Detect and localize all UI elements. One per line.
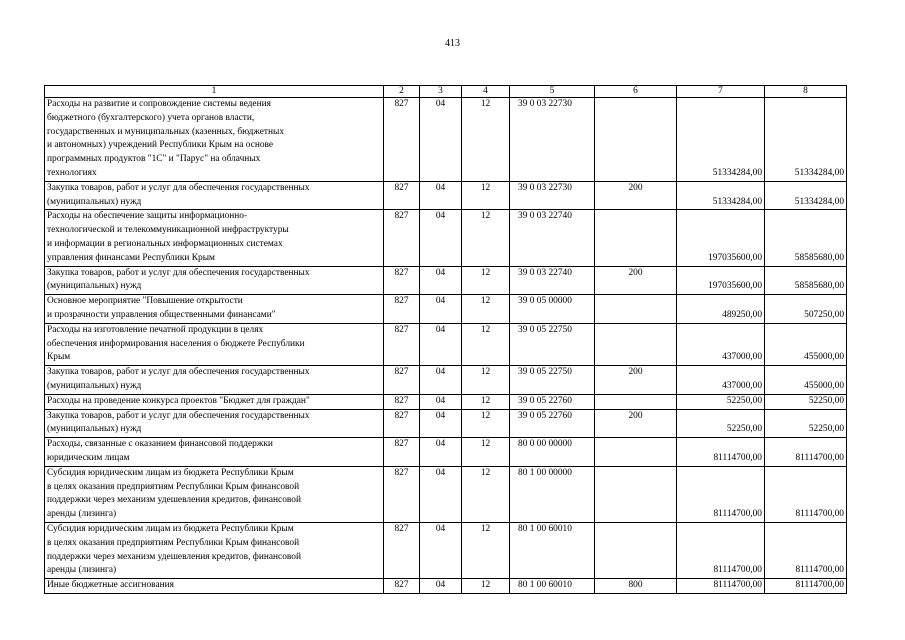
row-description: Основное мероприятие "Повышение открытости и прозрачности управления общественными финансами"	[45, 295, 384, 324]
row-description: Расходы на развитие и сопровождение системы ведения бюджетного (бухгалтерского) учета органов власти, государственных и муниципальных (казенных, бюджетных и автономных) учреждений Республики Крым на основе программных продуктов "1С" и "Парус" на облачных технологиях	[45, 98, 384, 182]
amount-year-1: 437000,00	[677, 366, 765, 395]
row-description: Закупка товаров, работ и услуг для обеспечения государственных (муниципальных) нужд	[45, 181, 384, 210]
row-description: Субсидия юридическим лицам из бюджета Республики Крым в целях оказания предприятиям Республики Крым финансовой поддержки через механизм удешевления кредитов, финансовой аренды (лизинга)	[45, 466, 384, 522]
row-description: Расходы на обеспечение защиты информационно- технологической и телекоммуникационной инфраструктуры и информации в региональных информационных системах управления финансами Республики Крым	[45, 210, 384, 266]
amount-year-2: 52250,00	[765, 409, 847, 438]
subsection-code: 12	[462, 323, 510, 365]
target-article-code: 80 1 00 00000	[510, 466, 595, 522]
subsection-code: 12	[462, 210, 510, 266]
section-code: 04	[420, 210, 462, 266]
amount-year-2: 58585680,00	[765, 210, 847, 266]
gov-code: 827	[384, 366, 420, 395]
gov-code: 827	[384, 409, 420, 438]
header-cell: 5	[510, 86, 595, 98]
section-code: 04	[420, 98, 462, 182]
row-description: Расходы на проведение конкурса проектов "Бюджет для граждан"	[45, 394, 384, 409]
gov-code: 827	[384, 295, 420, 324]
table-row	[45, 366, 847, 395]
header-cell: 8	[765, 86, 847, 98]
row-description: Субсидия юридическим лицам из бюджета Республики Крым в целях оказания предприятиям Республики Крым финансовой поддержки через механизм удешевления кредитов, финансовой аренды (лизинга)	[45, 522, 384, 578]
amount-year-2: 52250,00	[765, 394, 847, 409]
amount-year-1: 51334284,00	[677, 98, 765, 182]
target-article-code: 39 0 05 22760	[510, 394, 595, 409]
amount-year-1: 197035600,00	[677, 266, 765, 295]
amount-year-1: 52250,00	[677, 409, 765, 438]
target-article-code: 39 0 05 22750	[510, 366, 595, 395]
amount-year-1: 81114700,00	[677, 466, 765, 522]
amount-year-2: 81114700,00	[765, 466, 847, 522]
subsection-code: 12	[462, 438, 510, 467]
amount-year-2: 58585680,00	[765, 266, 847, 295]
gov-code: 827	[384, 394, 420, 409]
amount-year-1: 437000,00	[677, 323, 765, 365]
table-row	[45, 295, 847, 324]
table-row	[45, 98, 847, 182]
row-description: Иные бюджетные ассигнования	[45, 579, 384, 594]
table-row	[45, 210, 847, 266]
header-cell: 3	[420, 86, 462, 98]
table-row	[45, 323, 847, 365]
section-code: 04	[420, 295, 462, 324]
expense-type-code	[595, 210, 677, 266]
target-article-code: 80 1 00 60010	[510, 579, 595, 594]
table-row	[45, 438, 847, 467]
target-article-code: 39 0 03 22730	[510, 98, 595, 182]
expense-type-code: 200	[595, 409, 677, 438]
gov-code: 827	[384, 323, 420, 365]
amount-year-2: 455000,00	[765, 366, 847, 395]
section-code: 04	[420, 522, 462, 578]
budget-table	[44, 85, 847, 594]
amount-year-1: 197035600,00	[677, 210, 765, 266]
expense-type-code: 200	[595, 266, 677, 295]
target-article-code: 39 0 03 22730	[510, 181, 595, 210]
row-description: Закупка товаров, работ и услуг для обеспечения государственных (муниципальных) нужд	[45, 409, 384, 438]
expense-type-code	[595, 522, 677, 578]
amount-year-1: 81114700,00	[677, 579, 765, 594]
target-article-code: 80 0 00 00000	[510, 438, 595, 467]
amount-year-2: 51334284,00	[765, 98, 847, 182]
gov-code: 827	[384, 438, 420, 467]
gov-code: 827	[384, 579, 420, 594]
table-row	[45, 522, 847, 578]
amount-year-2: 507250,00	[765, 295, 847, 324]
table-row	[45, 466, 847, 522]
table-row	[45, 394, 847, 409]
section-code: 04	[420, 438, 462, 467]
header-cell: 4	[462, 86, 510, 98]
subsection-code: 12	[462, 181, 510, 210]
expense-type-code	[595, 98, 677, 182]
section-code: 04	[420, 579, 462, 594]
amount-year-1: 81114700,00	[677, 522, 765, 578]
row-description: Закупка товаров, работ и услуг для обеспечения государственных (муниципальных) нужд	[45, 366, 384, 395]
subsection-code: 12	[462, 522, 510, 578]
table-header-row	[45, 86, 847, 98]
expense-type-code	[595, 323, 677, 365]
expense-type-code: 200	[595, 366, 677, 395]
subsection-code: 12	[462, 394, 510, 409]
amount-year-1: 52250,00	[677, 394, 765, 409]
gov-code: 827	[384, 210, 420, 266]
header-cell: 2	[384, 86, 420, 98]
amount-year-2: 455000,00	[765, 323, 847, 365]
target-article-code: 80 1 00 60010	[510, 522, 595, 578]
subsection-code: 12	[462, 409, 510, 438]
table-row	[45, 579, 847, 594]
subsection-code: 12	[462, 266, 510, 295]
section-code: 04	[420, 323, 462, 365]
section-code: 04	[420, 181, 462, 210]
expense-type-code	[595, 295, 677, 324]
table-row	[45, 181, 847, 210]
row-description: Расходы, связанные с оказанием финансовой поддержки юридическим лицам	[45, 438, 384, 467]
row-description: Расходы на изготовление печатной продукции в целях обеспечения информирования населения о бюджете Республики Крым	[45, 323, 384, 365]
expense-type-code: 800	[595, 579, 677, 594]
amount-year-2: 81114700,00	[765, 579, 847, 594]
amount-year-1: 81114700,00	[677, 438, 765, 467]
section-code: 04	[420, 409, 462, 438]
gov-code: 827	[384, 522, 420, 578]
subsection-code: 12	[462, 579, 510, 594]
expense-type-code	[595, 466, 677, 522]
subsection-code: 12	[462, 295, 510, 324]
target-article-code: 39 0 03 22740	[510, 210, 595, 266]
header-cell: 6	[595, 86, 677, 98]
gov-code: 827	[384, 181, 420, 210]
subsection-code: 12	[462, 98, 510, 182]
amount-year-2: 81114700,00	[765, 522, 847, 578]
subsection-code: 12	[462, 366, 510, 395]
target-article-code: 39 0 05 22760	[510, 409, 595, 438]
section-code: 04	[420, 366, 462, 395]
gov-code: 827	[384, 466, 420, 522]
subsection-code: 12	[462, 466, 510, 522]
amount-year-1: 51334284,00	[677, 181, 765, 210]
gov-code: 827	[384, 98, 420, 182]
table-row	[45, 409, 847, 438]
table-row	[45, 266, 847, 295]
target-article-code: 39 0 05 00000	[510, 295, 595, 324]
target-article-code: 39 0 03 22740	[510, 266, 595, 295]
row-description: Закупка товаров, работ и услуг для обеспечения государственных (муниципальных) нужд	[45, 266, 384, 295]
expense-type-code: 200	[595, 181, 677, 210]
expense-type-code	[595, 394, 677, 409]
header-cell: 1	[45, 86, 384, 98]
amount-year-1: 489250,00	[677, 295, 765, 324]
header-cell: 7	[677, 86, 765, 98]
page-number: 413	[445, 38, 460, 49]
amount-year-2: 81114700,00	[765, 438, 847, 467]
section-code: 04	[420, 466, 462, 522]
section-code: 04	[420, 394, 462, 409]
target-article-code: 39 0 05 22750	[510, 323, 595, 365]
amount-year-2: 51334284,00	[765, 181, 847, 210]
expense-type-code	[595, 438, 677, 467]
section-code: 04	[420, 266, 462, 295]
gov-code: 827	[384, 266, 420, 295]
